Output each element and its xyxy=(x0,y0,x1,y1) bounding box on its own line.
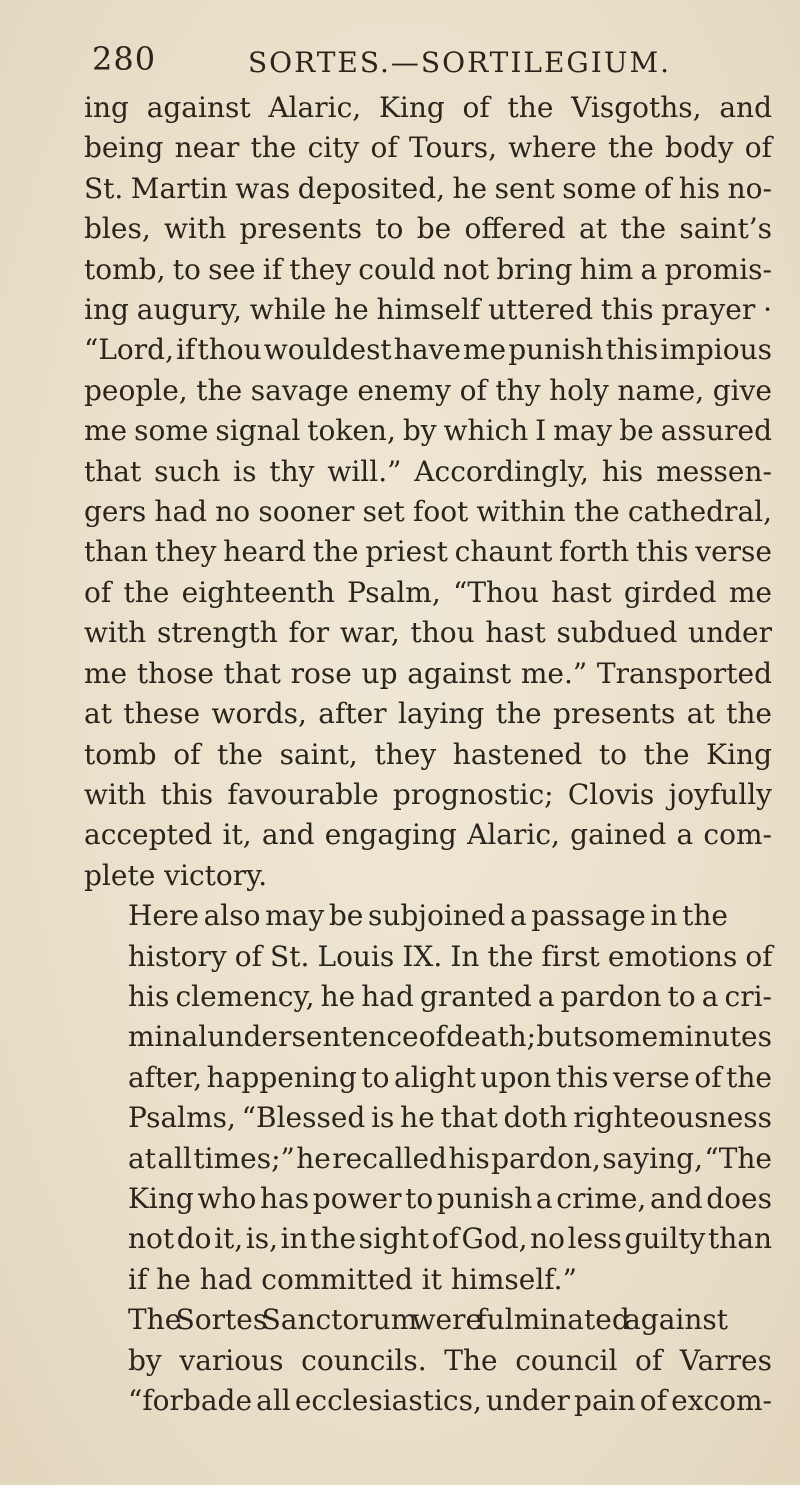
paragraph xyxy=(84,88,772,896)
text-line: King who has power to punish a crime, and does xyxy=(128,1181,772,1215)
text-line: history of St. Louis IX. In the first emotions of xyxy=(128,939,773,973)
text-line: after, happening to alight upon this verse of the xyxy=(128,1060,772,1094)
paragraph xyxy=(84,1300,772,1421)
text-line: minal under sentence of death; but some minutes xyxy=(128,1020,772,1054)
text-line: Here also may be subjoined a passage in the xyxy=(128,899,728,933)
text-line: at all times;” he recalled his pardon, saying, “The xyxy=(128,1141,772,1175)
text-line: me some signal token, by which I may be assured xyxy=(84,414,772,448)
text-line: tomb, to see if they could not bring him a promis- xyxy=(84,252,772,286)
text-line: at these words, after laying the presents at the xyxy=(84,697,772,731)
text-line: if he had committed it himself.” xyxy=(128,1262,577,1296)
text-line: with strength for war, thou hast subdued under xyxy=(84,616,772,650)
running-title: SORTES.—SORTILEGIUM. xyxy=(248,46,672,79)
text-line: his clemency, he had granted a pardon to a cri- xyxy=(128,979,772,1013)
text-line: gers had no sooner set foot within the cathedral, xyxy=(84,495,772,529)
text-line: plete victory. xyxy=(84,858,268,892)
text-line: ing augury, while he himself uttered this prayer · xyxy=(84,293,772,327)
text-line: of the eighteenth Psalm, “Thou hast girded me xyxy=(84,575,772,609)
text-line: me those that rose up against me.” Transported xyxy=(84,656,772,690)
text-line: with this favourable prognostic; Clovis joyfully xyxy=(84,777,772,811)
text-line: than they heard the priest chaunt forth this verse xyxy=(84,535,772,569)
text-line: ing against Alaric, King of the Visgoths, and xyxy=(84,91,772,124)
text-line: that such is thy will.” Accordingly, his messen- xyxy=(84,454,772,488)
paragraph xyxy=(84,896,772,1300)
text-line: bles, with presents to be offered at the saint’s xyxy=(84,212,772,246)
text-line: people, the savage enemy of thy holy name, give xyxy=(84,373,772,407)
page-body-text xyxy=(84,88,772,1421)
text-line: The Sortes Sanctorum were fulminated against xyxy=(128,1303,728,1337)
page-number: 280 xyxy=(92,40,157,78)
text-line: St. Martin was deposited, he sent some of his no- xyxy=(84,171,772,205)
text-line: “forbade all ecclesiastics, under pain of excom- xyxy=(128,1384,772,1417)
text-line: tomb of the saint, they hastened to the King xyxy=(84,737,772,771)
text-line: “Lord, if thou wouldest have me punish this impious xyxy=(84,333,772,367)
text-line: being near the city of Tours, where the body of xyxy=(84,131,772,165)
text-line: by various councils. The council of Varres xyxy=(128,1343,772,1377)
text-line: not do it, is, in the sight of God, no less guilty than xyxy=(128,1222,772,1256)
text-line: Psalms, “Blessed is he that doth righteousness xyxy=(128,1101,772,1135)
text-line: accepted it, and engaging Alaric, gained a com- xyxy=(84,818,772,852)
